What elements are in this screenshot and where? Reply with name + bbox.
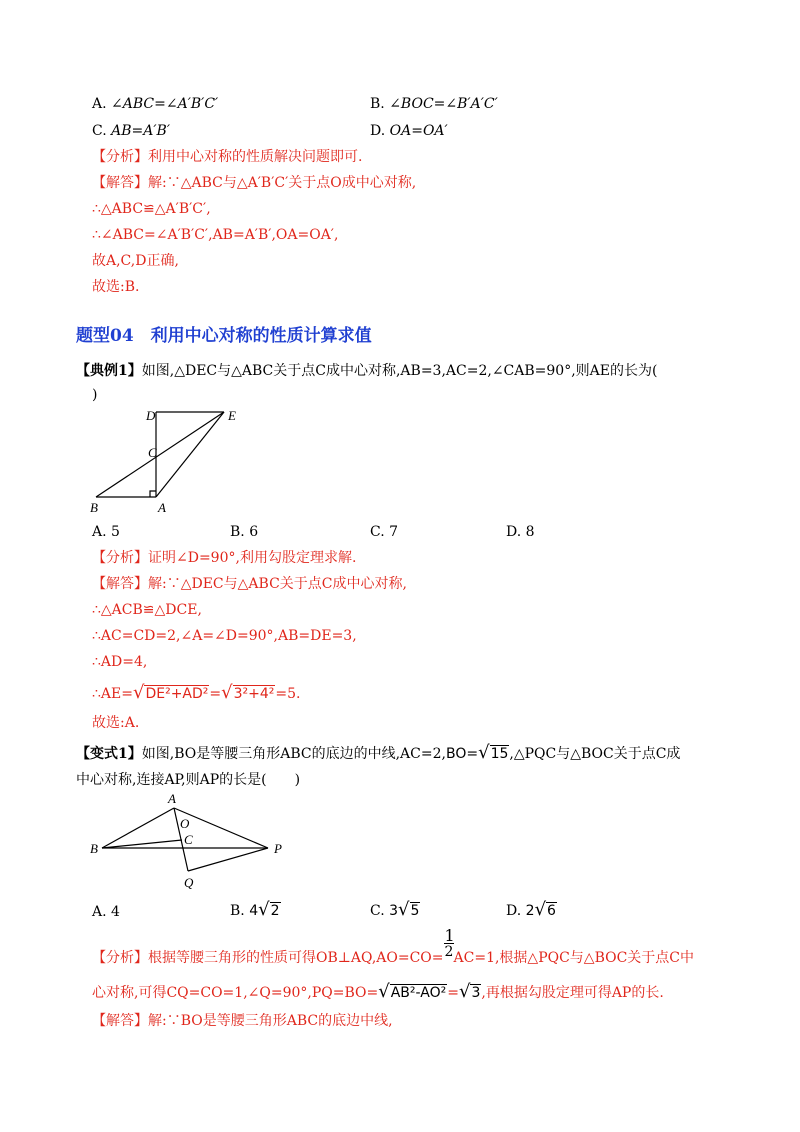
radical: 4√2 [249,899,280,920]
radical: √3 [458,981,481,1002]
label-q: Q [184,875,194,890]
option-d: D. 2√6 [506,899,556,920]
example-stem: 【典例1】如图,△DEC与△ABC关于点C成中心对称,AB=3,AC=2,∠CAB=90°,则AE的长为( [76,363,658,379]
example-stem-cont: ) [92,387,98,403]
solution-line: 【解答】解:∵△DEC与△ABC关于点C成中心对称, [92,576,407,592]
option-b: B. ∠BOC=∠B′A′C′ [370,96,498,112]
solution-line: ∴△ABC≌△A′B′C′, [92,201,211,217]
label-o: O [180,816,190,831]
final-answer: 故选:A. [92,715,140,731]
option-d: D. OA=OA′ [370,123,448,139]
label-d: D [146,408,156,423]
fraction: $\frac{1}{2}$ [444,926,455,960]
radical: √3²+4² [221,682,275,703]
solution-line: 故A,C,D正确, [92,253,179,269]
solution-line: ∴AD=4, [92,654,148,670]
radical: BO=√15 [445,742,509,763]
analysis: 【分析】根据等腰三角形的性质可得OB⊥AQ,AO=CO= $\frac{1}{2}$ AC=1,根据△PQC与△BOC关于点C中 [92,926,695,966]
solution-line: ∴AC=CD=2,∠A=∠D=90°,AB=DE=3, [92,628,357,644]
example1-figure [80,402,250,520]
option-a: A. 4 [92,904,120,920]
solution-line: 【解答】解:∵△ABC与△A′B′C′关于点O成中心对称, [92,175,417,191]
option-b: B. 6 [230,524,259,540]
label-a: A [158,500,166,515]
label-c: C [148,445,157,460]
variant-stem-cont: 中心对称,连接AP,则AP的长是( ) [76,772,301,788]
variant1-figure [80,790,300,895]
radical: 3√5 [389,899,420,920]
option-c: C. 7 [370,524,399,540]
label-p: P [274,841,282,856]
option-a: A. ∠ABC=∠A′B′C′ [92,96,219,112]
label-a: A [168,791,176,806]
analysis: 【分析】利用中心对称的性质解决问题即可. [92,149,363,165]
option-c: C. 3√5 [370,899,420,920]
radical: √DE²+AD² [132,682,209,703]
solution-line: ∴∠ABC=∠A′B′C′,AB=A′B′,OA=OA′, [92,227,339,243]
analysis-cont: 心对称,可得CQ=CO=1,∠Q=90°,PQ=BO=√AB²-AO²=√3,再根据勾股定理可得AP的长. [92,981,664,1002]
solution-line: ∴△ACB≌△DCE, [92,602,202,618]
section-title: 题型04 利用中心对称的性质计算求值 [76,326,372,346]
radical: √AB²-AO² [378,981,447,1002]
option-b: B. 4√2 [230,899,280,920]
label-b: B [90,500,98,515]
solution-line: 故选:B. [92,279,140,295]
radical: 2√6 [525,899,556,920]
solution-line-ae: ∴AE=√DE²+AD²=√3²+4²=5. [92,682,301,703]
label-c: C [184,832,193,847]
analysis: 【分析】证明∠D=90°,利用勾股定理求解. [92,550,357,566]
solution-line: 【解答】解:∵BO是等腰三角形ABC的底边中线, [92,1013,393,1029]
label-e: E [228,408,236,423]
label-b: B [90,841,98,856]
variant-stem: 【变式1】如图,BO是等腰三角形ABC的底边的中线,AC=2,BO=√15,△PQC与△BOC关于点C成 [76,742,681,763]
option-a: A. 5 [92,524,120,540]
option-d: D. 8 [506,524,535,540]
option-c: C. AB=A′B′ [92,123,171,139]
